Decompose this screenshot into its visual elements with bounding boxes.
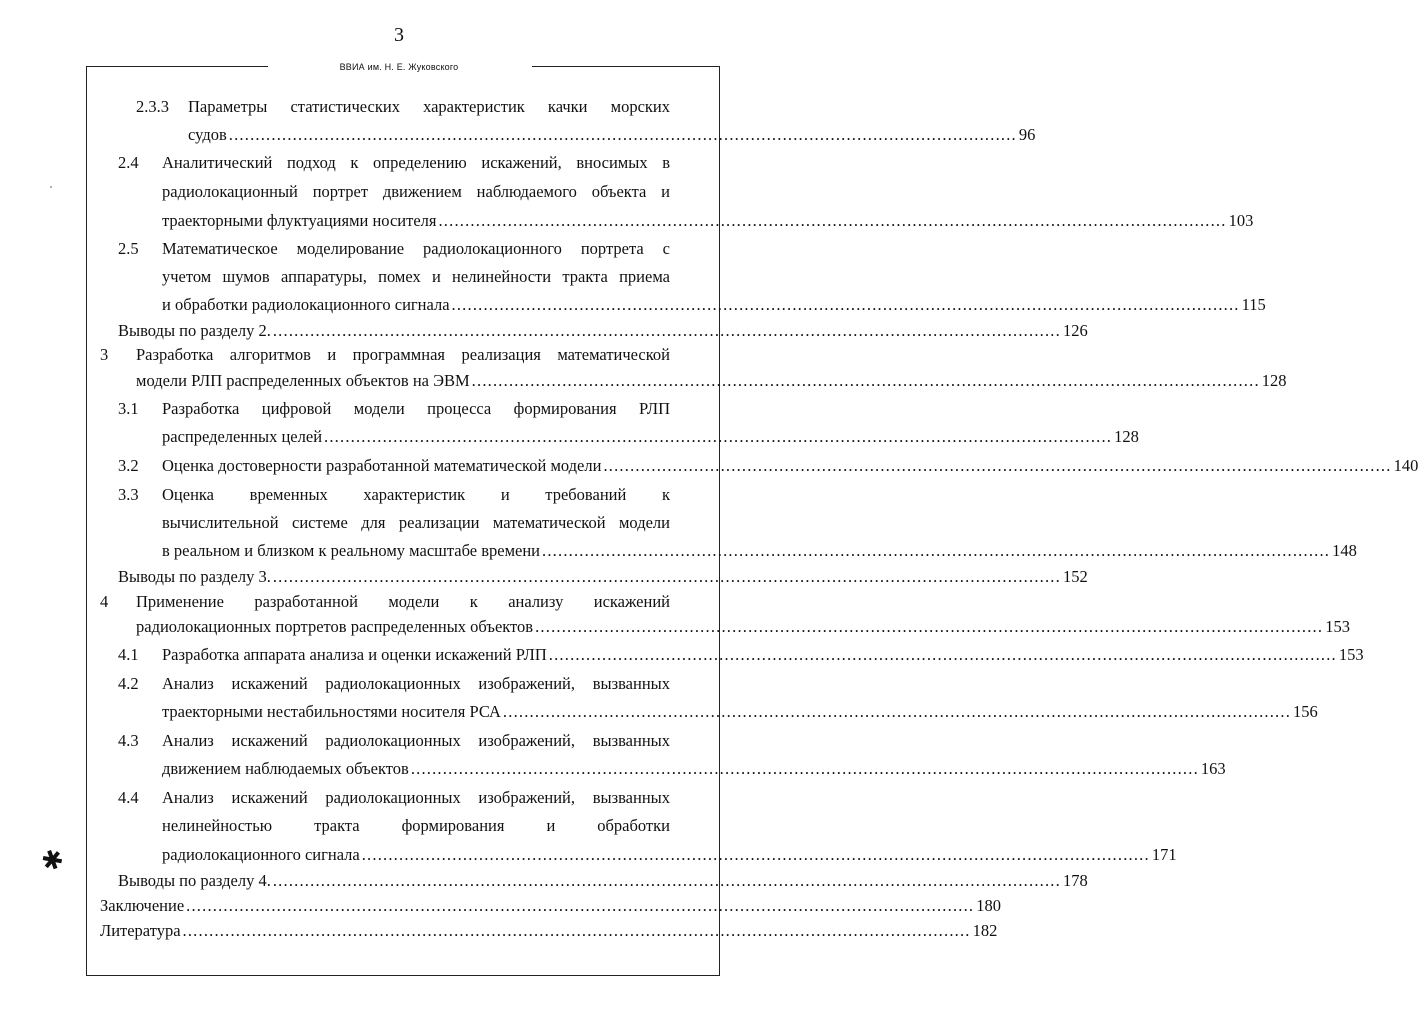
entry-page: 163 bbox=[1200, 759, 1226, 778]
leader-dots: .................................................................................................................................................... bbox=[228, 125, 1017, 144]
leader-dots: .................................................................................................................................................... bbox=[451, 295, 1240, 314]
entry-title: траекторными флуктуациями носителя bbox=[162, 211, 437, 230]
entry-number: 3.1 bbox=[118, 399, 139, 418]
leader-dots: .................................................................................................................................................... bbox=[272, 871, 1061, 890]
entry-title: Литература bbox=[100, 921, 181, 940]
page-number: 3 bbox=[394, 24, 404, 46]
leader-dots: .................................................................................................................................................... bbox=[535, 617, 1324, 636]
leader-dots: .................................................................................................................................................... bbox=[410, 759, 1199, 778]
leader-dots: .................................................................................................................................................... bbox=[603, 456, 1392, 475]
entry-title: Выводы по разделу 4. bbox=[118, 871, 271, 890]
toc-entry-4[interactable] bbox=[136, 614, 1350, 640]
toc-entry-2-3-3[interactable] bbox=[188, 122, 1036, 148]
toc-entry-conclusions-3[interactable] bbox=[118, 564, 1088, 590]
leader-dots: .................................................................................................................................................... bbox=[272, 567, 1061, 586]
entry-title: Заключение bbox=[100, 896, 185, 915]
entry-number: 3 bbox=[100, 345, 109, 364]
entry-page: 126 bbox=[1062, 321, 1088, 340]
entry-title: и обработки радиолокационного сигнала bbox=[162, 295, 450, 314]
entry-text-line: Разработка цифровой модели процесса формирования РЛП bbox=[162, 399, 670, 418]
entry-title: траекторными нестабильностями носителя РСА bbox=[162, 702, 501, 721]
toc-entry-2-4[interactable] bbox=[162, 208, 1254, 234]
entry-title: модели РЛП распределенных объектов на ЭВМ bbox=[136, 371, 470, 390]
entry-page: 171 bbox=[1151, 845, 1177, 864]
entry-page: 180 bbox=[976, 896, 1002, 915]
entry-page: 182 bbox=[972, 921, 998, 940]
entry-number: 4.4 bbox=[118, 788, 139, 807]
entry-page: 128 bbox=[1261, 371, 1287, 390]
entry-number: 4.2 bbox=[118, 674, 139, 693]
toc-entry-conclusions-2[interactable] bbox=[118, 318, 1088, 344]
entry-number: 4.1 bbox=[118, 645, 139, 664]
toc-entry-2-5[interactable] bbox=[162, 292, 1266, 318]
toc-entry-3[interactable] bbox=[136, 368, 1287, 394]
entry-page: 156 bbox=[1293, 702, 1318, 721]
entry-text-line: нелинейностью тракта формирования и обработки bbox=[162, 816, 670, 835]
toc-entry-4-1[interactable] bbox=[162, 642, 1364, 668]
leader-dots: .................................................................................................................................................... bbox=[548, 645, 1337, 664]
entry-text-line: Анализ искажений радиолокационных изображений, вызванных bbox=[162, 788, 670, 807]
entry-number: 2.4 bbox=[118, 153, 139, 172]
entry-title: движением наблюдаемых объектов bbox=[162, 759, 409, 778]
leader-dots: .................................................................................................................................................... bbox=[542, 541, 1331, 560]
entry-text-line: вычислительной системе для реализации математической модели bbox=[162, 513, 670, 532]
entry-text-line: учетом шумов аппаратуры, помех и нелинейности тракта приема bbox=[162, 267, 670, 286]
leader-dots: .................................................................................................................................................... bbox=[361, 845, 1150, 864]
toc-entry-3-1[interactable] bbox=[162, 424, 1139, 450]
entry-page: 115 bbox=[1241, 295, 1266, 314]
leader-dots: .................................................................................................................................................... bbox=[182, 921, 971, 940]
entry-text-line: Анализ искажений радиолокационных изображений, вызванных bbox=[162, 731, 670, 750]
entry-text-line: Разработка алгоритмов и программная реализация математической bbox=[136, 345, 670, 364]
entry-text-line: радиолокационный портрет движением наблюдаемого объекта и bbox=[162, 182, 670, 201]
entry-number: 3.2 bbox=[118, 456, 139, 475]
leader-dots: .................................................................................................................................................... bbox=[471, 371, 1260, 390]
toc-entry-conclusions-4[interactable] bbox=[118, 868, 1088, 894]
toc-entry-references[interactable] bbox=[100, 918, 998, 944]
toc-entry-4-4[interactable] bbox=[162, 842, 1177, 868]
leader-dots: .................................................................................................................................................... bbox=[502, 702, 1292, 721]
leader-dots: .................................................................................................................................................... bbox=[324, 427, 1113, 446]
entry-number: 3.3 bbox=[118, 485, 139, 504]
entry-page: 153 bbox=[1338, 645, 1364, 664]
entry-text-line: Аналитический подход к определению искажений, вносимых в bbox=[162, 153, 670, 172]
toc-entry-conclusion[interactable] bbox=[100, 893, 1002, 919]
leader-dots: .................................................................................................................................................... bbox=[272, 321, 1061, 340]
entry-title: радиолокационных портретов распределенных объектов bbox=[136, 617, 534, 636]
entry-text-line: Оценка временных характеристик и требований к bbox=[162, 485, 670, 504]
toc-entry-4-2[interactable] bbox=[162, 699, 1318, 725]
entry-page: 103 bbox=[1228, 211, 1254, 230]
toc-entry-3-2[interactable] bbox=[162, 453, 1418, 479]
entry-page: 96 bbox=[1018, 125, 1036, 144]
entry-number: 2.5 bbox=[118, 239, 139, 258]
entry-title: Оценка достоверности разработанной математической модели bbox=[162, 456, 602, 475]
leader-dots: .................................................................................................................................................... bbox=[438, 211, 1227, 230]
entry-title: радиолокационного сигнала bbox=[162, 845, 360, 864]
entry-page: 128 bbox=[1114, 427, 1139, 446]
entry-text-line: Математическое моделирование радиолокационного портрета с bbox=[162, 239, 670, 258]
entry-text-line: Применение разработанной модели к анализу искажений bbox=[136, 592, 670, 611]
entry-title: распределенных целей bbox=[162, 427, 323, 446]
running-header: ВВИА им. Н. Е. Жуковского bbox=[339, 62, 459, 72]
entry-number: 4 bbox=[100, 592, 109, 611]
entry-page: 140 bbox=[1393, 456, 1418, 475]
entry-title: Разработка аппарата анализа и оценки искажений РЛП bbox=[162, 645, 547, 664]
entry-title: Выводы по разделу 3. bbox=[118, 567, 271, 586]
entry-number: 4.3 bbox=[118, 731, 139, 750]
scan-mark-icon: ✱ bbox=[37, 843, 68, 878]
entry-title: Выводы по разделу 2. bbox=[118, 321, 271, 340]
entry-title: в реальном и близком к реальному масштабе времени bbox=[162, 541, 541, 560]
entry-page: 153 bbox=[1325, 617, 1350, 636]
toc-entry-4-3[interactable] bbox=[162, 756, 1226, 782]
entry-page: 148 bbox=[1332, 541, 1357, 560]
entry-page: 152 bbox=[1062, 567, 1088, 586]
entry-text-line: Анализ искажений радиолокационных изображений, вызванных bbox=[162, 674, 670, 693]
toc-entry-3-3[interactable] bbox=[162, 538, 1357, 564]
entry-page: 178 bbox=[1062, 871, 1088, 890]
entry-number: 2.3.3 bbox=[136, 97, 169, 116]
entry-text-line: Параметры статистических характеристик качки морских bbox=[188, 97, 670, 116]
entry-title: судов bbox=[188, 125, 227, 144]
leader-dots: .................................................................................................................................................... bbox=[186, 896, 975, 915]
